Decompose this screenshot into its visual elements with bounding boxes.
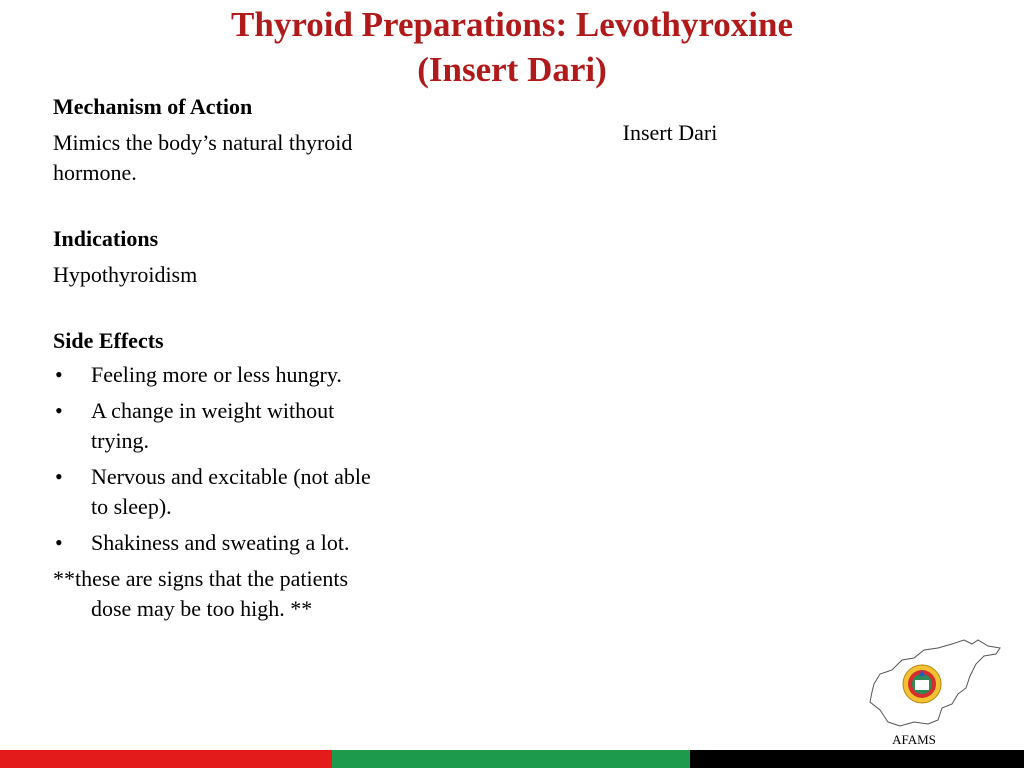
slide-title-line-1: Thyroid Preparations: Levothyroxine xyxy=(231,5,793,44)
indications-heading: Indications xyxy=(53,226,159,251)
list-item: • Shakiness and sweating a lot. xyxy=(53,528,383,558)
list-item: • Feeling more or less hungry. xyxy=(53,360,383,390)
flag-stripe-black xyxy=(690,750,1024,768)
side-effects-heading: Side Effects xyxy=(53,328,164,353)
bullet-icon: • xyxy=(55,464,63,489)
list-item: • Nervous and excitable (not able to sleep). xyxy=(55,464,371,519)
afams-label: AFAMS xyxy=(892,732,936,747)
flag-stripe-red xyxy=(0,750,332,768)
left-content-column xyxy=(53,92,383,624)
flag-color-bar xyxy=(0,750,1024,768)
bullet-icon: • xyxy=(55,362,63,387)
bullet-icon: • xyxy=(55,530,63,555)
afghanistan-map-emblem-icon xyxy=(866,636,1006,736)
mechanism-text: Mimics the body’s natural thyroid hormone. xyxy=(53,130,353,185)
slide-title-line-2: (Insert Dari) xyxy=(417,50,607,89)
mechanism-heading: Mechanism of Action xyxy=(53,94,253,119)
section-spacer xyxy=(53,290,383,326)
side-effects-list xyxy=(53,360,383,558)
dose-warning-note: **these are signs that the patients dose may be too high. ** xyxy=(53,566,349,621)
bullet-icon: • xyxy=(55,398,63,423)
slide-title xyxy=(0,2,1024,92)
flag-stripe-green xyxy=(332,750,690,768)
list-item: • A change in weight without trying. xyxy=(55,398,335,453)
section-spacer xyxy=(53,188,383,224)
indications-text: Hypothyroidism xyxy=(53,262,198,287)
right-column-text: Insert Dari xyxy=(622,120,718,145)
